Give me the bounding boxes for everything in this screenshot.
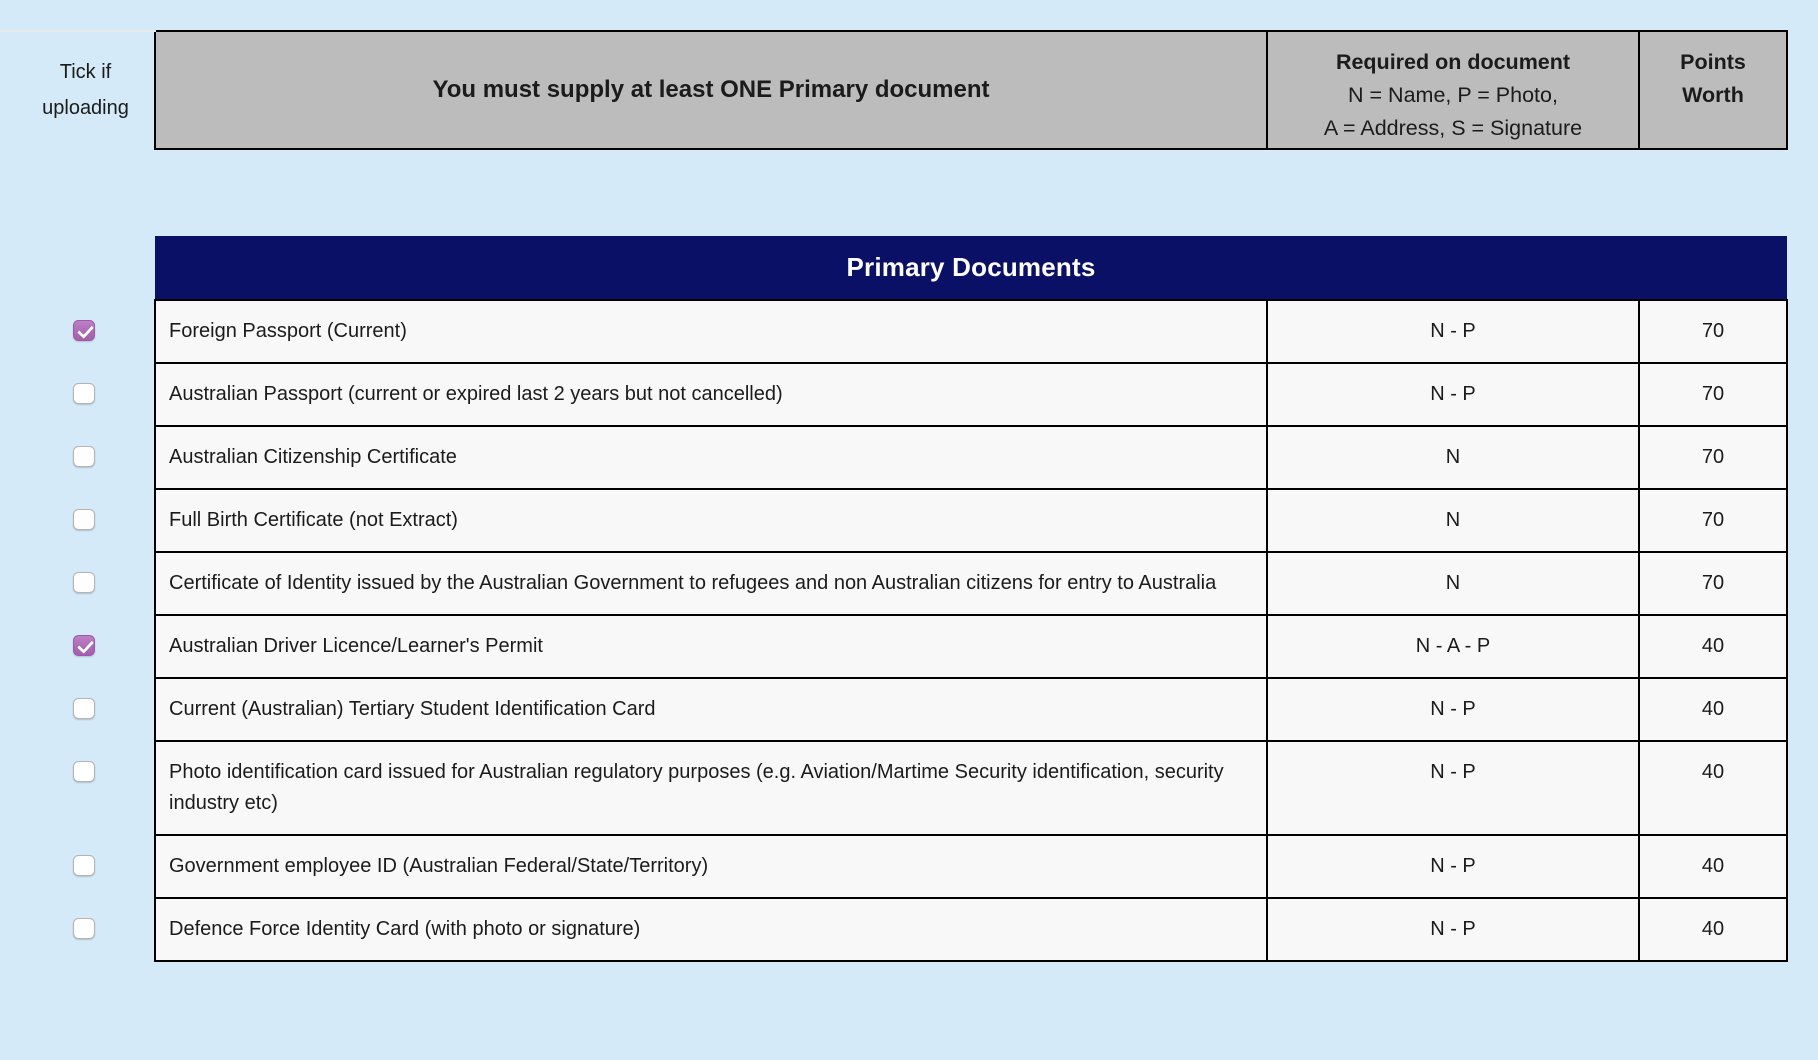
required-on-document-header bbox=[1267, 31, 1639, 149]
document-checklist-page bbox=[0, 30, 1818, 1060]
required-on-document-cell: N - P bbox=[1267, 363, 1639, 426]
supply-instruction-header: You must supply at least ONE Primary document bbox=[155, 31, 1267, 149]
upload-checkbox[interactable] bbox=[73, 446, 95, 467]
upload-checkbox-cell bbox=[0, 363, 155, 426]
upload-checkbox-cell bbox=[0, 835, 155, 898]
required-header-line2: N = Name, P = Photo, bbox=[1348, 83, 1558, 107]
section-title-row bbox=[0, 236, 1787, 300]
required-on-document-cell: N - P bbox=[1267, 835, 1639, 898]
upload-checkbox[interactable] bbox=[73, 320, 95, 341]
upload-checkbox-cell bbox=[0, 426, 155, 489]
document-name-cell: Defence Force Identity Card (with photo or signature) bbox=[155, 898, 1267, 961]
required-on-document-cell: N bbox=[1267, 426, 1639, 489]
upload-checkbox-cell bbox=[0, 552, 155, 615]
points-worth-cell: 40 bbox=[1639, 898, 1787, 961]
points-header-line2: Worth bbox=[1682, 83, 1744, 107]
table-row bbox=[0, 741, 1787, 835]
points-worth-cell: 70 bbox=[1639, 363, 1787, 426]
table-row bbox=[0, 898, 1787, 961]
document-name-cell: Full Birth Certificate (not Extract) bbox=[155, 489, 1267, 552]
required-on-document-cell: N - P bbox=[1267, 898, 1639, 961]
table-row bbox=[0, 426, 1787, 489]
required-on-document-cell: N bbox=[1267, 552, 1639, 615]
primary-documents-rows bbox=[0, 300, 1787, 961]
required-on-document-cell: N - P bbox=[1267, 741, 1639, 835]
table-row bbox=[0, 489, 1787, 552]
primary-documents-section-title: Primary Documents bbox=[155, 236, 1787, 300]
document-name-cell: Foreign Passport (Current) bbox=[155, 300, 1267, 363]
points-worth-cell: 70 bbox=[1639, 426, 1787, 489]
requirements-header-row bbox=[0, 31, 1787, 149]
upload-checkbox-cell bbox=[0, 678, 155, 741]
upload-checkbox[interactable] bbox=[73, 509, 95, 530]
table-row bbox=[0, 835, 1787, 898]
tick-label-line1: Tick if bbox=[59, 61, 112, 83]
points-worth-header bbox=[1639, 31, 1787, 149]
upload-checkbox[interactable] bbox=[73, 572, 95, 593]
upload-checkbox-cell bbox=[0, 741, 155, 835]
required-on-document-cell: N bbox=[1267, 489, 1639, 552]
document-name-cell: Australian Passport (current or expired last 2 years but not cancelled) bbox=[155, 363, 1267, 426]
required-on-document-cell: N - P bbox=[1267, 678, 1639, 741]
document-name-cell: Certificate of Identity issued by the Australian Government to refugees and non Australian citizens for entry to Australia bbox=[155, 552, 1267, 615]
points-header-line1: Points bbox=[1680, 50, 1746, 74]
spacer-row bbox=[0, 149, 1787, 236]
upload-checkbox[interactable] bbox=[73, 855, 95, 876]
upload-checkbox[interactable] bbox=[73, 918, 95, 939]
points-worth-cell: 70 bbox=[1639, 552, 1787, 615]
table-row bbox=[0, 678, 1787, 741]
document-name-cell: Australian Citizenship Certificate bbox=[155, 426, 1267, 489]
document-name-cell: Government employee ID (Australian Federal/State/Territory) bbox=[155, 835, 1267, 898]
required-header-line1: Required on document bbox=[1335, 50, 1571, 74]
points-worth-cell: 40 bbox=[1639, 678, 1787, 741]
points-worth-cell: 40 bbox=[1639, 615, 1787, 678]
table-row bbox=[0, 552, 1787, 615]
document-name-cell: Current (Australian) Tertiary Student Identification Card bbox=[155, 678, 1267, 741]
required-on-document-cell: N - A - P bbox=[1267, 615, 1639, 678]
upload-checkbox[interactable] bbox=[73, 698, 95, 719]
upload-checkbox[interactable] bbox=[73, 383, 95, 404]
upload-checkbox-cell bbox=[0, 300, 155, 363]
document-name-cell: Australian Driver Licence/Learner's Permit bbox=[155, 615, 1267, 678]
upload-checkbox[interactable] bbox=[73, 635, 95, 656]
primary-documents-table bbox=[0, 30, 1788, 962]
points-worth-cell: 40 bbox=[1639, 741, 1787, 835]
tick-label-line2: uploading bbox=[42, 97, 129, 119]
required-header-line3: A = Address, S = Signature bbox=[1323, 116, 1583, 140]
upload-checkbox-cell bbox=[0, 615, 155, 678]
table-row bbox=[0, 300, 1787, 363]
points-worth-cell: 40 bbox=[1639, 835, 1787, 898]
required-on-document-cell: N - P bbox=[1267, 300, 1639, 363]
tick-if-uploading-label bbox=[0, 31, 155, 149]
upload-checkbox-cell bbox=[0, 489, 155, 552]
points-worth-cell: 70 bbox=[1639, 300, 1787, 363]
points-worth-cell: 70 bbox=[1639, 489, 1787, 552]
document-name-cell: Photo identification card issued for Australian regulatory purposes (e.g. Aviation/Martime Security identification, security industry etc) bbox=[155, 741, 1267, 835]
table-row bbox=[0, 615, 1787, 678]
upload-checkbox[interactable] bbox=[73, 761, 95, 782]
upload-checkbox-cell bbox=[0, 898, 155, 961]
table-row bbox=[0, 363, 1787, 426]
